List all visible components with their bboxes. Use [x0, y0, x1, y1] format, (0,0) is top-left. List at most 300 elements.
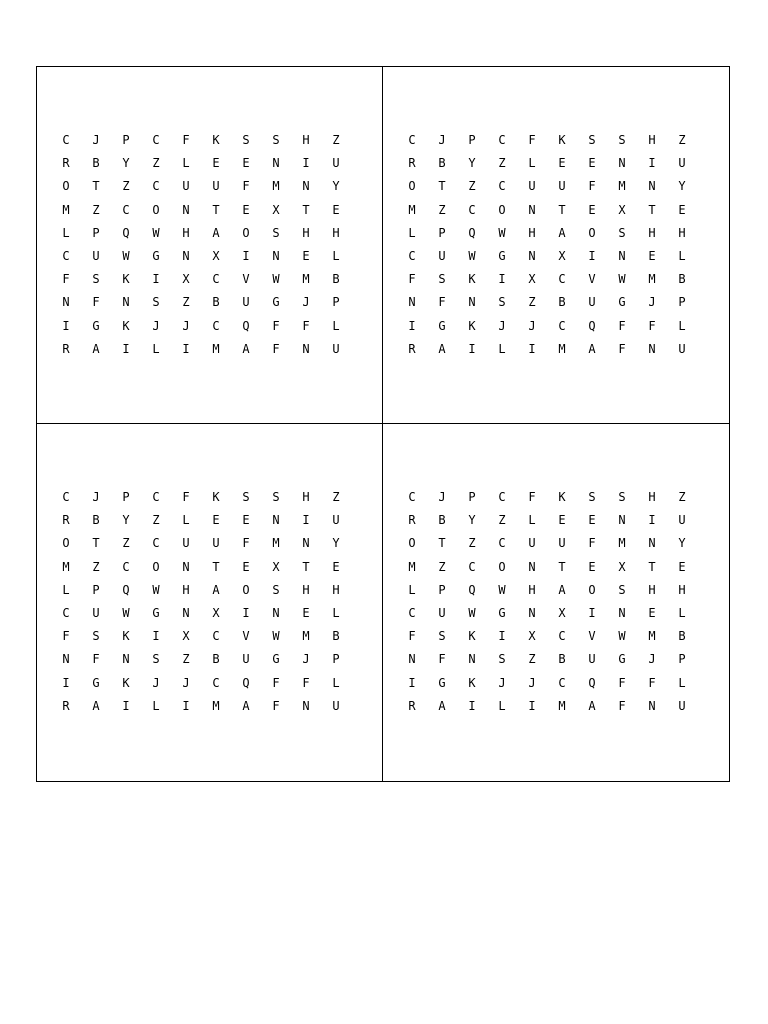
letter-cell: Z — [498, 156, 506, 171]
letter-cell: T — [212, 559, 220, 574]
letter-cell: C — [408, 133, 416, 147]
letter-cell: U — [678, 156, 686, 171]
letter-cell: I — [498, 272, 506, 287]
letter-cell: B — [92, 156, 100, 171]
letter-cell: E — [212, 156, 220, 171]
letter-cell: L — [332, 605, 340, 620]
letter-cell: H — [182, 582, 190, 597]
letter-cell: F — [272, 318, 280, 333]
letter-cell: N — [302, 179, 310, 194]
letter-cell: S — [618, 582, 626, 597]
letter-cell: N — [528, 605, 536, 620]
letter-cell: U — [588, 295, 596, 310]
letter-cell: N — [648, 341, 656, 356]
letter-cell: M — [618, 179, 626, 194]
letter-cell: I — [408, 318, 416, 333]
letter-cell: J — [528, 675, 536, 690]
letter-cell: S — [438, 272, 446, 287]
letter-cell: S — [272, 133, 280, 147]
letter-cell: I — [588, 605, 596, 620]
letter-cell: T — [648, 559, 656, 574]
letter-cell: F — [272, 698, 280, 713]
letter-cell: N — [648, 536, 656, 551]
letter-cell: P — [122, 490, 130, 504]
letter-cell: C — [558, 272, 566, 287]
letter-cell: P — [332, 652, 340, 667]
letter-cell: J — [152, 318, 160, 333]
letter-cell: B — [438, 513, 446, 528]
letter-cell: C — [152, 133, 160, 147]
letter-cell: U — [528, 536, 536, 551]
letter-cell: X — [618, 202, 626, 217]
letter-cell: L — [498, 341, 506, 356]
letter-cell: S — [588, 490, 596, 504]
letter-cell: E — [558, 513, 566, 528]
letter-cell: E — [588, 156, 596, 171]
letter-cell: N — [272, 248, 280, 263]
letter-cell: G — [92, 675, 100, 690]
letter-cell: F — [648, 318, 656, 333]
letter-grid — [60, 486, 360, 718]
letter-cell: N — [302, 698, 310, 713]
letter-cell: R — [62, 513, 70, 528]
letter-cell: H — [648, 225, 656, 240]
letter-cell: J — [182, 675, 190, 690]
letter-cell: F — [182, 490, 190, 504]
letter-cell: A — [558, 225, 566, 240]
letter-cell: C — [558, 629, 566, 644]
letter-cell: B — [332, 272, 340, 287]
letter-cell: O — [408, 536, 416, 551]
letter-cell: N — [62, 295, 70, 310]
letter-cell: X — [528, 629, 536, 644]
letter-cell: M — [558, 341, 566, 356]
letter-cell: M — [212, 341, 220, 356]
letter-cell: T — [438, 179, 446, 194]
letter-cell: J — [438, 133, 446, 147]
letter-cell: G — [272, 652, 280, 667]
letter-cell: F — [648, 675, 656, 690]
letter-cell: H — [302, 225, 310, 240]
letter-cell: Z — [528, 652, 536, 667]
word-search-panel-3 — [37, 424, 383, 781]
letter-cell: L — [678, 248, 686, 263]
letter-cell: F — [182, 133, 190, 147]
letter-cell: K — [122, 318, 130, 333]
letter-cell: U — [438, 605, 446, 620]
letter-cell: C — [152, 536, 160, 551]
letter-cell: U — [242, 652, 250, 667]
letter-cell: R — [408, 698, 416, 713]
letter-cell: F — [242, 536, 250, 551]
letter-cell: P — [468, 133, 476, 147]
letter-cell: K — [468, 675, 476, 690]
letter-cell: S — [498, 652, 506, 667]
letter-cell: K — [558, 133, 566, 147]
letter-cell: F — [618, 341, 626, 356]
letter-cell: A — [242, 341, 250, 356]
letter-cell: S — [92, 272, 100, 287]
letter-cell: M — [272, 536, 280, 551]
letter-cell: B — [678, 629, 686, 644]
puzzle-sheet — [36, 66, 730, 782]
letter-cell: C — [212, 629, 220, 644]
letter-grid — [60, 129, 360, 361]
letter-cell: N — [122, 652, 130, 667]
letter-cell: W — [152, 225, 160, 240]
letter-cell: U — [678, 341, 686, 356]
letter-cell: U — [182, 536, 190, 551]
letter-cell: I — [62, 318, 70, 333]
letter-cell: C — [152, 490, 160, 504]
letter-cell: Z — [122, 179, 130, 194]
letter-cell: L — [408, 582, 416, 597]
letter-cell: I — [152, 272, 160, 287]
letter-cell: J — [302, 652, 310, 667]
letter-cell: R — [408, 341, 416, 356]
letter-cell: T — [558, 559, 566, 574]
letter-cell: K — [468, 318, 476, 333]
letter-cell: W — [618, 272, 626, 287]
letter-cell: C — [408, 490, 416, 504]
letter-cell: T — [92, 179, 100, 194]
letter-grid — [406, 486, 706, 718]
letter-cell: X — [182, 272, 190, 287]
letter-cell: C — [468, 202, 476, 217]
letter-cell: K — [212, 490, 220, 504]
letter-cell: N — [62, 652, 70, 667]
letter-cell: G — [152, 248, 160, 263]
letter-cell: B — [558, 295, 566, 310]
letter-cell: N — [272, 513, 280, 528]
letter-cell: F — [92, 652, 100, 667]
letter-cell: C — [62, 490, 70, 504]
letter-cell: B — [92, 513, 100, 528]
word-search-panel-2 — [383, 67, 729, 424]
letter-cell: N — [272, 605, 280, 620]
letter-cell: I — [242, 605, 250, 620]
letter-cell: S — [618, 225, 626, 240]
letter-cell: C — [498, 490, 506, 504]
letter-cell: G — [272, 295, 280, 310]
letter-cell: N — [182, 605, 190, 620]
letter-cell: Z — [678, 133, 686, 147]
letter-cell: C — [212, 318, 220, 333]
letter-cell: W — [152, 582, 160, 597]
letter-cell: I — [528, 341, 536, 356]
letter-cell: Z — [678, 490, 686, 504]
letter-cell: C — [62, 605, 70, 620]
letter-cell: E — [242, 513, 250, 528]
letter-cell: N — [302, 341, 310, 356]
letter-cell: L — [528, 513, 536, 528]
letter-cell: C — [498, 179, 506, 194]
letter-cell: C — [62, 248, 70, 263]
letter-cell: C — [152, 179, 160, 194]
letter-cell: S — [272, 225, 280, 240]
letter-cell: S — [272, 582, 280, 597]
letter-cell: F — [62, 272, 70, 287]
letter-cell: H — [648, 490, 656, 504]
letter-cell: Y — [332, 536, 340, 551]
letter-cell: B — [332, 629, 340, 644]
letter-cell: S — [152, 652, 160, 667]
letter-cell: U — [182, 179, 190, 194]
letter-cell: J — [648, 295, 656, 310]
letter-cell: P — [438, 225, 446, 240]
letter-cell: E — [302, 248, 310, 263]
letter-cell: X — [272, 202, 280, 217]
letter-cell: L — [332, 248, 340, 263]
letter-cell: H — [302, 133, 310, 147]
letter-cell: K — [558, 490, 566, 504]
letter-cell: E — [678, 559, 686, 574]
letter-cell: F — [242, 179, 250, 194]
letter-cell: S — [242, 133, 250, 147]
letter-cell: L — [182, 513, 190, 528]
word-search-panel-4 — [383, 424, 729, 781]
letter-cell: E — [332, 202, 340, 217]
letter-cell: Z — [152, 156, 160, 171]
letter-cell: Y — [332, 179, 340, 194]
letter-cell: A — [558, 582, 566, 597]
letter-cell: X — [212, 248, 220, 263]
letter-cell: W — [498, 225, 506, 240]
letter-cell: A — [92, 341, 100, 356]
letter-cell: C — [498, 133, 506, 147]
letter-cell: H — [678, 582, 686, 597]
letter-cell: V — [242, 272, 250, 287]
letter-cell: K — [468, 629, 476, 644]
letter-cell: A — [92, 698, 100, 713]
letter-cell: O — [242, 225, 250, 240]
letter-cell: T — [212, 202, 220, 217]
letter-cell: I — [468, 698, 476, 713]
letter-cell: I — [408, 675, 416, 690]
letter-cell: F — [302, 318, 310, 333]
letter-cell: S — [242, 490, 250, 504]
letter-cell: R — [408, 513, 416, 528]
letter-cell: S — [438, 629, 446, 644]
letter-cell: I — [302, 513, 310, 528]
letter-cell: S — [588, 133, 596, 147]
letter-cell: F — [438, 652, 446, 667]
letter-cell: Q — [468, 225, 476, 240]
letter-cell: C — [212, 675, 220, 690]
letter-cell: M — [648, 629, 656, 644]
letter-cell: O — [408, 179, 416, 194]
letter-cell: U — [332, 341, 340, 356]
letter-cell: W — [122, 605, 130, 620]
letter-cell: N — [182, 559, 190, 574]
letter-cell: L — [62, 582, 70, 597]
letter-cell: G — [438, 675, 446, 690]
letter-cell: W — [468, 248, 476, 263]
letter-cell: U — [438, 248, 446, 263]
letter-cell: L — [332, 318, 340, 333]
letter-cell: L — [62, 225, 70, 240]
letter-cell: K — [122, 272, 130, 287]
letter-cell: E — [242, 156, 250, 171]
letter-cell: M — [618, 536, 626, 551]
letter-cell: Z — [332, 490, 340, 504]
letter-cell: C — [558, 675, 566, 690]
letter-cell: V — [588, 629, 596, 644]
letter-cell: X — [212, 605, 220, 620]
letter-cell: J — [498, 675, 506, 690]
letter-cell: F — [408, 629, 416, 644]
letter-cell: I — [302, 156, 310, 171]
letter-cell: H — [678, 225, 686, 240]
letter-cell: T — [438, 536, 446, 551]
letter-grid — [406, 129, 706, 361]
letter-cell: F — [438, 295, 446, 310]
letter-cell: R — [408, 156, 416, 171]
letter-cell: E — [242, 202, 250, 217]
letter-cell: H — [302, 490, 310, 504]
letter-cell: Y — [122, 156, 130, 171]
letter-cell: J — [498, 318, 506, 333]
letter-cell: M — [408, 559, 416, 574]
letter-cell: Z — [182, 295, 190, 310]
letter-cell: X — [272, 559, 280, 574]
letter-cell: I — [62, 675, 70, 690]
letter-cell: W — [272, 272, 280, 287]
letter-cell: N — [408, 295, 416, 310]
letter-cell: S — [498, 295, 506, 310]
letter-cell: C — [122, 202, 130, 217]
letter-cell: C — [212, 272, 220, 287]
letter-cell: R — [62, 341, 70, 356]
letter-cell: J — [92, 490, 100, 504]
letter-cell: O — [62, 536, 70, 551]
letter-cell: M — [648, 272, 656, 287]
letter-cell: L — [678, 675, 686, 690]
letter-cell: H — [332, 582, 340, 597]
word-search-panel-1 — [37, 67, 383, 424]
letter-cell: M — [62, 202, 70, 217]
letter-cell: L — [528, 156, 536, 171]
letter-cell: P — [438, 582, 446, 597]
letter-cell: I — [528, 698, 536, 713]
letter-cell: E — [212, 513, 220, 528]
letter-cell: H — [648, 133, 656, 147]
letter-cell: B — [438, 156, 446, 171]
letter-cell: W — [498, 582, 506, 597]
letter-cell: X — [558, 248, 566, 263]
letter-cell: U — [678, 513, 686, 528]
letter-cell: F — [272, 341, 280, 356]
letter-cell: A — [242, 698, 250, 713]
letter-cell: N — [468, 295, 476, 310]
letter-cell: S — [618, 133, 626, 147]
letter-cell: I — [122, 341, 130, 356]
letter-cell: P — [92, 225, 100, 240]
letter-cell: F — [272, 675, 280, 690]
letter-cell: J — [152, 675, 160, 690]
letter-cell: N — [122, 295, 130, 310]
letter-cell: X — [618, 559, 626, 574]
letter-cell: W — [272, 629, 280, 644]
letter-cell: E — [588, 559, 596, 574]
letter-cell: E — [678, 202, 686, 217]
letter-cell: W — [618, 629, 626, 644]
letter-cell: T — [302, 202, 310, 217]
letter-cell: Z — [332, 133, 340, 147]
letter-cell: Z — [92, 202, 100, 217]
letter-cell: O — [498, 202, 506, 217]
letter-cell: I — [498, 629, 506, 644]
letter-cell: Q — [468, 582, 476, 597]
letter-cell: A — [212, 225, 220, 240]
letter-cell: I — [468, 341, 476, 356]
letter-cell: G — [498, 248, 506, 263]
letter-cell: P — [678, 295, 686, 310]
letter-cell: Q — [242, 318, 250, 333]
letter-cell: O — [588, 225, 596, 240]
letter-cell: F — [528, 133, 536, 147]
letter-cell: B — [212, 652, 220, 667]
letter-cell: N — [528, 248, 536, 263]
letter-cell: A — [438, 341, 446, 356]
letter-cell: I — [648, 156, 656, 171]
letter-cell: M — [408, 202, 416, 217]
letter-cell: K — [468, 272, 476, 287]
letter-cell: X — [528, 272, 536, 287]
letter-cell: Z — [438, 559, 446, 574]
letter-cell: F — [62, 629, 70, 644]
letter-cell: N — [648, 179, 656, 194]
letter-cell: C — [122, 559, 130, 574]
letter-cell: S — [152, 295, 160, 310]
letter-cell: C — [408, 605, 416, 620]
letter-cell: N — [648, 698, 656, 713]
letter-cell: B — [558, 652, 566, 667]
letter-cell: I — [242, 248, 250, 263]
letter-cell: A — [588, 698, 596, 713]
letter-cell: I — [182, 698, 190, 713]
letter-cell: M — [558, 698, 566, 713]
letter-cell: Y — [468, 156, 476, 171]
letter-cell: F — [588, 179, 596, 194]
letter-cell: O — [62, 179, 70, 194]
letter-cell: P — [332, 295, 340, 310]
letter-cell: Q — [588, 318, 596, 333]
letter-cell: Z — [92, 559, 100, 574]
letter-cell: R — [62, 698, 70, 713]
letter-cell: U — [558, 536, 566, 551]
letter-cell: C — [558, 318, 566, 333]
letter-cell: Z — [468, 179, 476, 194]
letter-cell: E — [588, 202, 596, 217]
letter-cell: N — [182, 248, 190, 263]
letter-cell: F — [588, 536, 596, 551]
letter-cell: L — [152, 698, 160, 713]
letter-cell: N — [618, 248, 626, 263]
letter-cell: G — [618, 295, 626, 310]
letter-cell: J — [92, 133, 100, 147]
letter-cell: N — [528, 559, 536, 574]
letter-cell: G — [498, 605, 506, 620]
letter-cell: N — [528, 202, 536, 217]
letter-cell: I — [588, 248, 596, 263]
letter-cell: F — [528, 490, 536, 504]
letter-cell: A — [438, 698, 446, 713]
letter-cell: E — [558, 156, 566, 171]
letter-cell: E — [242, 559, 250, 574]
letter-cell: V — [588, 272, 596, 287]
letter-cell: L — [498, 698, 506, 713]
